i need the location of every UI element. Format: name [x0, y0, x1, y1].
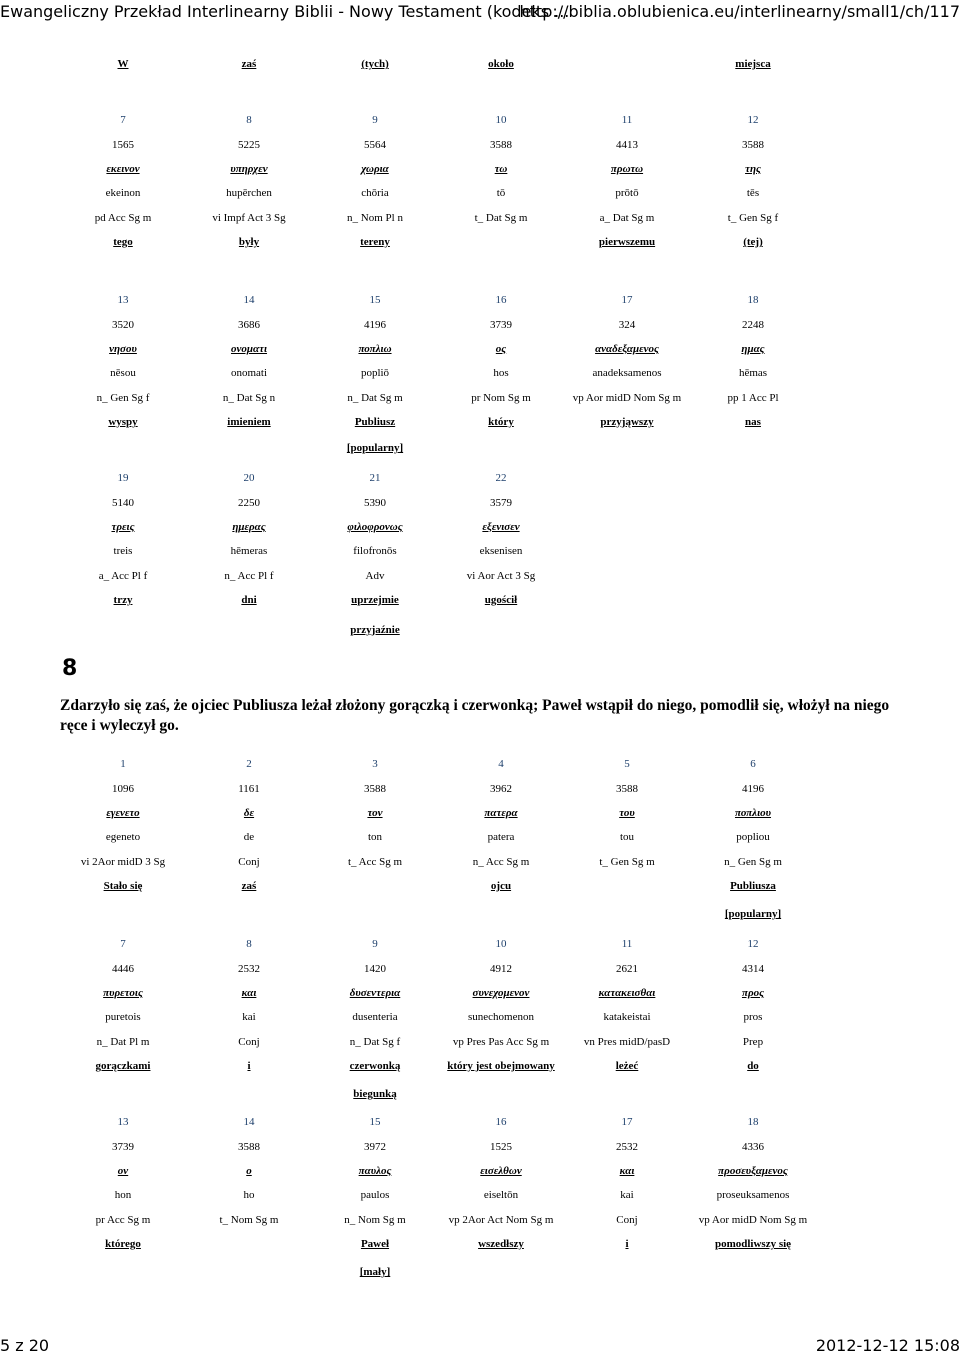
greek-word[interactable]: δε [243, 806, 255, 819]
strongs-number: 2532 [616, 1140, 638, 1153]
word-number: 15 [369, 294, 381, 307]
grammar-code: t_ Nom Sg m [219, 1213, 279, 1226]
greek-word[interactable]: πυρετοις [103, 986, 143, 999]
word-number: 16 [495, 1116, 507, 1129]
greek-word[interactable]: προς [741, 986, 765, 999]
translation-row [60, 874, 880, 898]
transliteration-row [60, 361, 880, 385]
grammar-code: vn Pres midD/pasD [583, 1035, 671, 1048]
translation-word[interactable]: dni [241, 594, 257, 607]
word-number: 7 [120, 938, 126, 951]
greek-word[interactable]: τω [494, 162, 508, 175]
greek-word[interactable]: ο [246, 1164, 252, 1177]
word-number-row [60, 466, 880, 490]
transliteration: tou [619, 831, 635, 844]
translation-word[interactable]: Publiusz [354, 416, 396, 429]
translation-row [60, 230, 880, 254]
word-number: 21 [369, 472, 381, 485]
transliteration: popliou [736, 831, 770, 844]
word-number-row [60, 752, 880, 776]
grammar-code: t_ Acc Sg m [347, 855, 403, 868]
greek-word[interactable]: ημας [741, 342, 765, 355]
transliteration: hon [114, 1189, 132, 1202]
translation-word[interactable]: i [247, 1060, 251, 1073]
grammar-code: pr Acc Sg m [95, 1213, 151, 1226]
page-counter: 5 z 20 [0, 1336, 50, 1355]
transliteration: puretois [105, 1011, 141, 1024]
strongs-number: 2532 [238, 962, 260, 975]
strongs-number: 1096 [112, 782, 134, 795]
greek-word[interactable]: πατερα [484, 806, 518, 819]
strongs-number: 2250 [238, 496, 260, 509]
strongs-number: 3588 [490, 138, 512, 151]
grammar-code: pd Acc Sg m [94, 211, 152, 224]
grammar-row [60, 206, 880, 230]
translation-word[interactable]: leżeć [615, 1060, 639, 1073]
page-title: Ewangeliczny Przekład Interlinearny Biblii - Nowy Testament (kodeks ... [0, 2, 570, 21]
word-number: 12 [747, 114, 759, 127]
word-block-4 [60, 752, 880, 920]
greek-word[interactable]: εξενισεν [482, 520, 520, 533]
translation-word[interactable]: nas [745, 416, 761, 429]
grammar-code: Adv [365, 569, 385, 582]
transliteration: prōtō [615, 187, 639, 200]
transliteration: katakeistai [603, 1011, 651, 1024]
translation-word[interactable]: miejsca [735, 58, 771, 71]
grammar-code: pr Nom Sg m [471, 391, 531, 404]
transliteration: paulos [360, 1189, 390, 1202]
word-block-0 [60, 52, 880, 76]
strongs-number: 5225 [238, 138, 260, 151]
translation-word[interactable]: którego [105, 1238, 141, 1251]
grammar-code: n_ Gen Sg m [724, 855, 782, 868]
transliteration: pros [743, 1011, 763, 1024]
transliteration: hēmeras [230, 545, 268, 558]
word-number: 13 [117, 294, 129, 307]
word-number-row [60, 288, 880, 312]
translation-word[interactable]: imieniem [227, 416, 271, 429]
grammar-code: vp Pres Pas Acc Sg m [452, 1035, 550, 1048]
strongs-row [60, 956, 880, 980]
grammar-code: vi 2Aor midD 3 Sg [80, 855, 166, 868]
word-block-1 [60, 108, 880, 254]
translation-row [60, 588, 880, 612]
strongs-number: 3588 [364, 782, 386, 795]
strongs-number: 3588 [742, 138, 764, 151]
translation-word[interactable]: uprzejmie [351, 594, 399, 607]
translation-word[interactable]: zaś [241, 880, 257, 893]
word-number: 19 [117, 472, 129, 485]
word-number: 13 [117, 1116, 129, 1129]
greek-word[interactable]: ονοματι [230, 342, 268, 355]
transliteration: ho [243, 1189, 255, 1202]
strongs-row [60, 132, 880, 156]
greek-word[interactable]: πρωτω [610, 162, 644, 175]
transliteration: eksenisen [479, 545, 523, 558]
strongs-number: 3579 [490, 496, 512, 509]
transliteration-row [60, 825, 880, 849]
translation-word[interactable]: były [238, 236, 260, 249]
transliteration: popliō [360, 367, 390, 380]
grammar-code: n_ Nom Sg m [344, 1213, 406, 1226]
translation-word[interactable]: wyspy [108, 416, 138, 429]
greek-word[interactable]: τρεις [111, 520, 135, 533]
strongs-number: 1565 [112, 138, 134, 151]
translation-word[interactable]: pierwszemu [598, 236, 656, 249]
greek-row [60, 801, 880, 825]
greek-row [60, 1159, 880, 1183]
grammar-row [60, 386, 880, 410]
translation-word[interactable]: ojcu [490, 880, 512, 893]
greek-word[interactable]: ποπλιου [734, 806, 772, 819]
word-number: 11 [621, 938, 633, 951]
strongs-number: 324 [618, 318, 636, 331]
translation-row [60, 1232, 880, 1256]
grammar-code: n_ Dat Sg f [349, 1035, 401, 1048]
strongs-number: 3739 [490, 318, 512, 331]
grammar-code: Conj [616, 1213, 638, 1226]
transliteration: ton [367, 831, 383, 844]
word-number: 8 [246, 938, 252, 951]
word-number: 17 [621, 294, 633, 307]
transliteration: ekeinon [105, 187, 141, 200]
strongs-number: 1525 [490, 1140, 512, 1153]
strongs-number: 4196 [742, 782, 764, 795]
greek-word[interactable]: νησου [109, 342, 137, 355]
greek-row [60, 981, 880, 1005]
greek-word[interactable]: ος [495, 342, 507, 355]
word-number: 17 [621, 1116, 633, 1129]
transliteration-row [60, 1183, 880, 1207]
verse-number: 8 [62, 656, 78, 681]
transliteration: onomati [230, 367, 268, 380]
grammar-row [60, 850, 880, 874]
grammar-code: n_ Acc Sg m [472, 855, 530, 868]
word-number: 9 [372, 938, 378, 951]
translation-word[interactable]: W [117, 58, 129, 71]
transliteration: kai [620, 1189, 634, 1202]
translation-row [60, 52, 880, 76]
greek-word[interactable]: και [619, 1164, 635, 1177]
word-number-row [60, 108, 880, 132]
greek-word[interactable]: κατακεισθαι [598, 986, 656, 999]
word-number: 8 [246, 114, 252, 127]
transliteration: anadeksamenos [592, 367, 662, 380]
alternative-translation[interactable]: [mały] [359, 1266, 391, 1278]
transliteration: proseuksamenos [716, 1189, 790, 1202]
grammar-code: a_ Acc Pl f [98, 569, 148, 582]
strongs-row [60, 490, 880, 514]
transliteration: chōria [361, 187, 389, 200]
word-number: 14 [243, 294, 255, 307]
word-block-2 [60, 288, 880, 454]
word-number: 12 [747, 938, 759, 951]
strongs-number: 4413 [616, 138, 638, 151]
grammar-code: a_ Dat Sg m [599, 211, 655, 224]
strongs-number: 2248 [742, 318, 764, 331]
word-number: 5 [624, 758, 630, 771]
greek-word[interactable]: ημερας [232, 520, 266, 533]
strongs-number: 3520 [112, 318, 134, 331]
translation-word[interactable]: gorączkami [95, 1060, 151, 1073]
strongs-number: 4314 [742, 962, 764, 975]
grammar-code: vp Aor midD Nom Sg m [698, 1213, 808, 1226]
greek-word[interactable]: χωρια [361, 162, 389, 175]
translation-word[interactable]: tereny [360, 236, 390, 249]
transliteration: eiseltōn [483, 1189, 519, 1202]
transliteration: hēmas [738, 367, 768, 380]
grammar-code: n_ Nom Pl n [347, 211, 403, 224]
grammar-row [60, 564, 880, 588]
word-block-5 [60, 932, 880, 1100]
word-number: 18 [747, 294, 759, 307]
greek-word[interactable]: υπηρχεν [230, 162, 268, 175]
alternative-translation[interactable]: przyjaźnie [350, 624, 400, 636]
word-number: 4 [498, 758, 504, 771]
strongs-row [60, 1134, 880, 1158]
word-number: 16 [495, 294, 507, 307]
translation-word[interactable]: i [625, 1238, 629, 1251]
greek-word[interactable]: δυσεντερια [349, 986, 401, 999]
translation-row [60, 410, 880, 434]
grammar-code: n_ Dat Sg n [222, 391, 276, 404]
grammar-code: n_ Acc Pl f [224, 569, 274, 582]
verse-text: Zdarzyło się zaś, że ojciec Publiusza leżał złożony gorączką i czerwonką; Paweł wstąpił do niego, pomodlił się, włożył na niego ręce i wyleczył go. [60, 697, 890, 734]
grammar-code: t_ Gen Sg m [599, 855, 655, 868]
translation-word[interactable]: do [747, 1060, 759, 1073]
word-number: 7 [120, 114, 126, 127]
word-number: 18 [747, 1116, 759, 1129]
greek-word[interactable]: τον [367, 806, 383, 819]
transliteration: hos [493, 367, 509, 380]
transliteration: tēs [746, 187, 760, 200]
translation-word[interactable]: Stało się [103, 880, 143, 893]
strongs-number: 1161 [238, 782, 260, 795]
strongs-number: 5390 [364, 496, 386, 509]
translation-word[interactable]: przyjąwszy [600, 416, 654, 429]
greek-word[interactable]: προσευξαμενος [718, 1164, 788, 1177]
transliteration: tō [496, 187, 506, 200]
translation-word[interactable]: wszedłszy [478, 1238, 524, 1251]
grammar-code: pp 1 Acc Pl [727, 391, 779, 404]
greek-word[interactable]: της [745, 162, 761, 175]
word-number: 2 [246, 758, 252, 771]
grammar-code: vi Aor Act 3 Sg [466, 569, 536, 582]
greek-word[interactable]: εκεινον [106, 162, 140, 175]
greek-word[interactable]: συνεχομενον [472, 986, 530, 999]
grammar-code: Conj [238, 1035, 260, 1048]
greek-word[interactable]: εισελθων [480, 1164, 522, 1177]
grammar-code: n_ Gen Sg f [96, 391, 150, 404]
translation-word[interactable]: czerwonką [349, 1060, 401, 1073]
strongs-row [60, 776, 880, 800]
greek-word[interactable]: ποπλιω [358, 342, 392, 355]
translation-word[interactable]: tego [113, 236, 133, 249]
strongs-number: 4196 [364, 318, 386, 331]
word-block-3 [60, 466, 880, 636]
greek-word[interactable]: φιλοφρονως [347, 520, 403, 533]
alternative-translation[interactable]: biegunką [353, 1088, 397, 1100]
alternative-translation[interactable]: [popularny] [346, 442, 404, 454]
transliteration-row [60, 181, 880, 205]
transliteration: treis [113, 545, 133, 558]
strongs-number: 4912 [490, 962, 512, 975]
word-number: 10 [495, 938, 507, 951]
browser-print-footer [0, 1335, 960, 1357]
greek-row [60, 157, 880, 181]
word-number: 20 [243, 472, 255, 485]
strongs-number: 1420 [364, 962, 386, 975]
word-number: 9 [372, 114, 378, 127]
transliteration: patera [487, 831, 515, 844]
translation-word[interactable]: około [488, 58, 514, 71]
greek-word[interactable]: και [241, 986, 257, 999]
word-number: 14 [243, 1116, 255, 1129]
word-number: 1 [120, 758, 126, 771]
strongs-number: 5564 [364, 138, 386, 151]
word-number: 11 [621, 114, 633, 127]
translation-word[interactable]: (tej) [743, 236, 763, 249]
greek-row [60, 515, 880, 539]
word-number: 3 [372, 758, 378, 771]
word-number: 10 [495, 114, 507, 127]
greek-word[interactable]: ον [117, 1164, 129, 1177]
greek-word[interactable]: του [619, 806, 635, 819]
transliteration: dusenteria [352, 1011, 398, 1024]
translation-word[interactable]: ugościł [484, 594, 518, 607]
transliteration: filofronōs [353, 545, 397, 558]
transliteration-row [60, 1005, 880, 1029]
translation-word[interactable]: trzy [113, 594, 133, 607]
translation-word[interactable]: pomodliwszy się [714, 1238, 792, 1251]
strongs-number: 3739 [112, 1140, 134, 1153]
grammar-row [60, 1208, 880, 1232]
word-number: 6 [750, 758, 756, 771]
translation-word[interactable]: Publiusza [730, 880, 776, 893]
word-number: 15 [369, 1116, 381, 1129]
translation-word[interactable]: zaś [241, 58, 257, 71]
strongs-row [60, 312, 880, 336]
grammar-row [60, 1030, 880, 1054]
translation-word[interactable]: (tych) [361, 58, 389, 71]
transliteration: de [243, 831, 255, 844]
translation-word[interactable]: Paweł [360, 1238, 390, 1251]
grammar-code: n_ Dat Sg m [347, 391, 403, 404]
print-timestamp: 2012-12-12 15:08 [815, 1336, 960, 1355]
strongs-number: 4446 [112, 962, 134, 975]
alternative-translation[interactable]: [popularny] [724, 908, 782, 920]
browser-print-header [0, 0, 960, 24]
strongs-number: 3588 [616, 782, 638, 795]
grammar-code: t_ Dat Sg m [474, 211, 528, 224]
greek-row [60, 337, 880, 361]
grammar-code: vi Impf Act 3 Sg [212, 211, 286, 224]
grammar-code: vp 2Aor Act Nom Sg m [448, 1213, 554, 1226]
strongs-number: 3588 [238, 1140, 260, 1153]
translation-word[interactable]: który jest obejmowany [447, 1060, 555, 1073]
strongs-number: 5140 [112, 496, 134, 509]
greek-word[interactable]: εγενετο [106, 806, 140, 819]
word-block-6 [60, 1110, 880, 1278]
strongs-number: 4336 [742, 1140, 764, 1153]
grammar-code: n_ Dat Pl m [96, 1035, 150, 1048]
grammar-code: Prep [742, 1035, 764, 1048]
grammar-code: Conj [238, 855, 260, 868]
transliteration: nēsou [110, 367, 136, 380]
word-number: 22 [495, 472, 507, 485]
page-url: http://biblia.oblubienica.eu/interlinearny/small1/ch/117 [519, 2, 960, 21]
transliteration: kai [242, 1011, 256, 1024]
grammar-code: vp Aor midD Nom Sg m [572, 391, 682, 404]
translation-row [60, 1054, 880, 1078]
transliteration: egeneto [105, 831, 141, 844]
strongs-number: 3962 [490, 782, 512, 795]
strongs-number: 2621 [616, 962, 638, 975]
transliteration: sunechomenon [468, 1011, 534, 1024]
strongs-number: 3686 [238, 318, 260, 331]
word-number-row [60, 1110, 880, 1134]
strongs-number: 3972 [364, 1140, 386, 1153]
translation-word[interactable]: który [488, 416, 514, 429]
transliteration: hupērchen [226, 187, 272, 200]
greek-word[interactable]: παυλος [358, 1164, 392, 1177]
grammar-code: t_ Gen Sg f [727, 211, 779, 224]
transliteration-row [60, 539, 880, 563]
greek-word[interactable]: αναδεξαμενος [595, 342, 659, 355]
word-number-row [60, 932, 880, 956]
